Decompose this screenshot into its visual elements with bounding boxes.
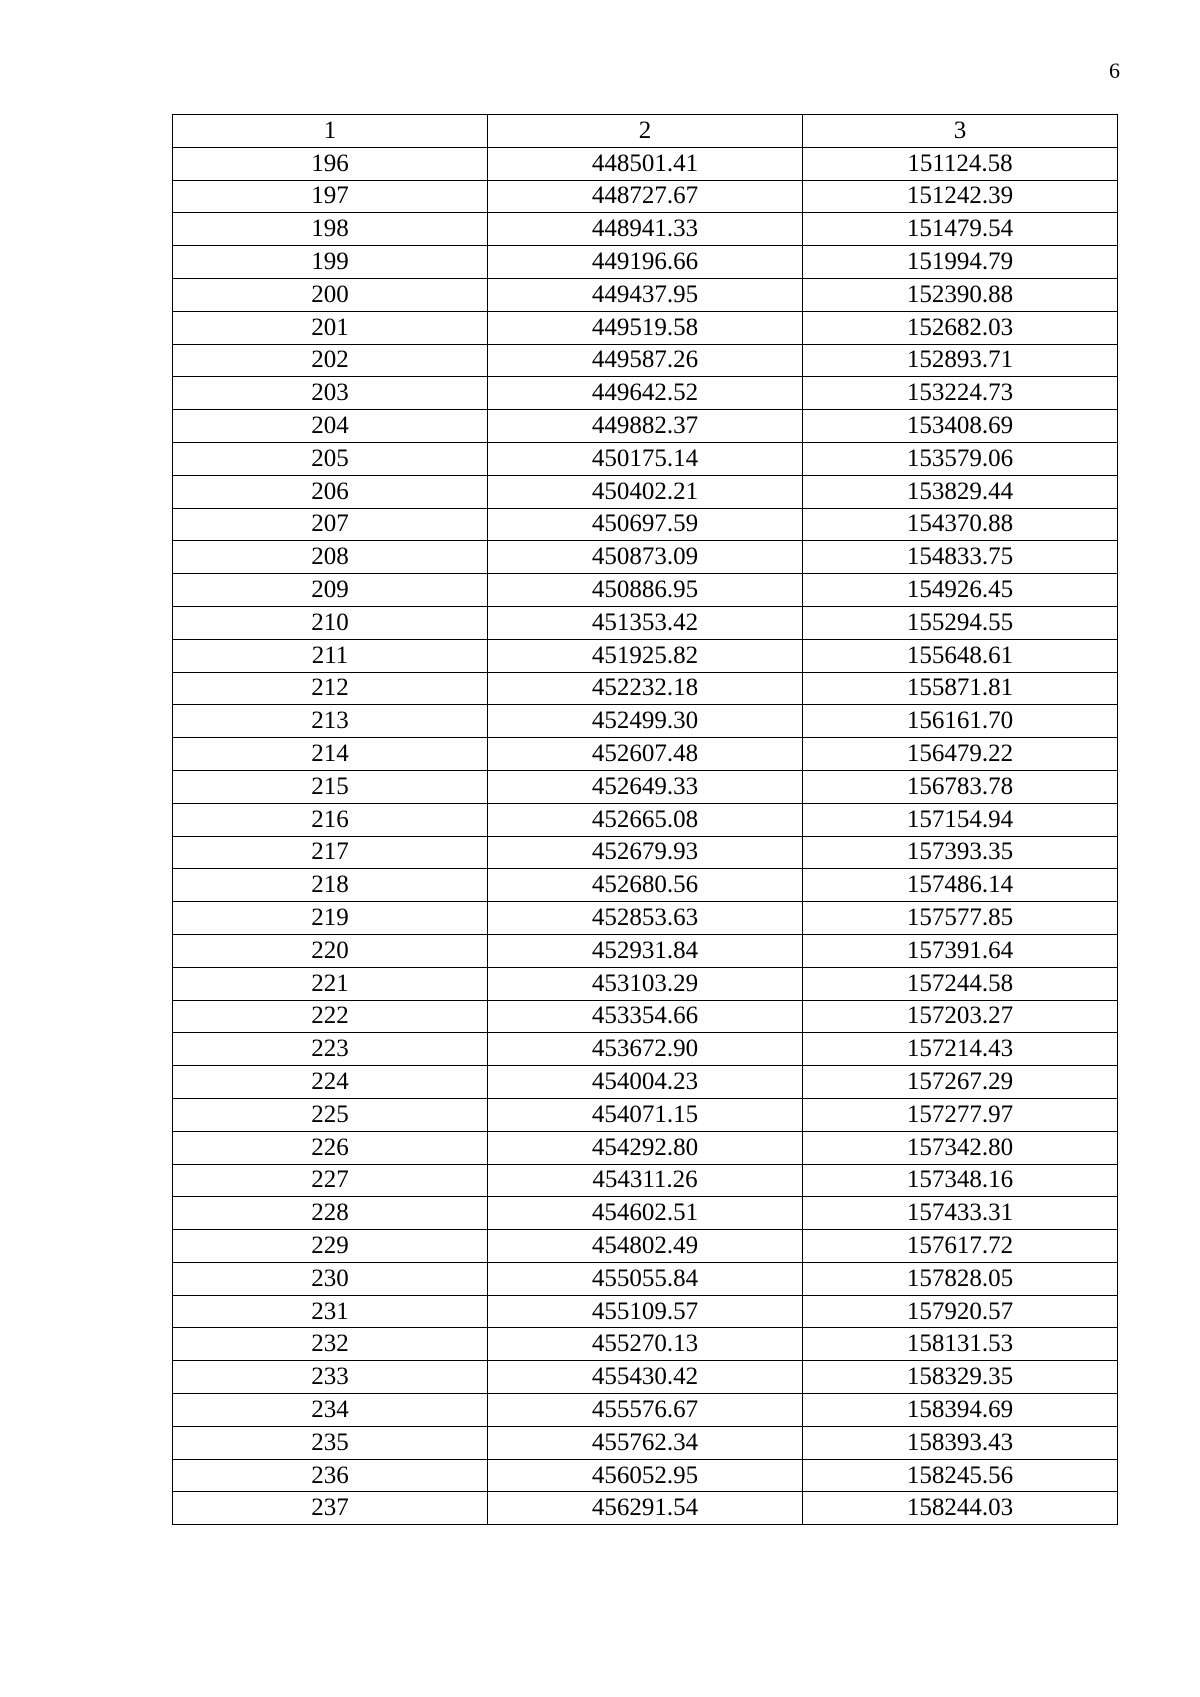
- y-coordinate-cell: 153408.69: [803, 410, 1118, 443]
- y-coordinate-cell: 156783.78: [803, 770, 1118, 803]
- point-number-cell: 210: [173, 606, 488, 639]
- x-coordinate-cell: 454071.15: [488, 1098, 803, 1131]
- point-number-cell: 215: [173, 770, 488, 803]
- point-number-cell: 207: [173, 508, 488, 541]
- point-number-cell: 205: [173, 442, 488, 475]
- table-row: [173, 1492, 1118, 1525]
- x-coordinate-cell: 451353.42: [488, 606, 803, 639]
- column-header: 1: [173, 115, 488, 148]
- column-header: 3: [803, 115, 1118, 148]
- table-row: [173, 1262, 1118, 1295]
- x-coordinate-cell: 452607.48: [488, 738, 803, 771]
- table-row: [173, 180, 1118, 213]
- y-coordinate-cell: 157154.94: [803, 803, 1118, 836]
- y-coordinate-cell: 157342.80: [803, 1131, 1118, 1164]
- y-coordinate-cell: 151479.54: [803, 213, 1118, 246]
- table-row: [173, 344, 1118, 377]
- table-row: [173, 278, 1118, 311]
- point-number-cell: 218: [173, 869, 488, 902]
- x-coordinate-cell: 448727.67: [488, 180, 803, 213]
- y-coordinate-cell: 155294.55: [803, 606, 1118, 639]
- point-number-cell: 212: [173, 672, 488, 705]
- table-row: [173, 1459, 1118, 1492]
- point-number-cell: 198: [173, 213, 488, 246]
- y-coordinate-cell: 151124.58: [803, 147, 1118, 180]
- x-coordinate-cell: 452499.30: [488, 705, 803, 738]
- coordinates-table: [172, 114, 1118, 1525]
- x-coordinate-cell: 453672.90: [488, 1033, 803, 1066]
- table-row: [173, 1197, 1118, 1230]
- table-row: [173, 311, 1118, 344]
- table-row: [173, 1230, 1118, 1263]
- x-coordinate-cell: 454802.49: [488, 1230, 803, 1263]
- table-row: [173, 606, 1118, 639]
- x-coordinate-cell: 455576.67: [488, 1394, 803, 1427]
- table-header-row: [173, 115, 1118, 148]
- table-row: [173, 1164, 1118, 1197]
- x-coordinate-cell: 455430.42: [488, 1361, 803, 1394]
- y-coordinate-cell: 153579.06: [803, 442, 1118, 475]
- table-row: [173, 541, 1118, 574]
- table-row: [173, 705, 1118, 738]
- y-coordinate-cell: 152893.71: [803, 344, 1118, 377]
- x-coordinate-cell: 449437.95: [488, 278, 803, 311]
- y-coordinate-cell: 157267.29: [803, 1066, 1118, 1099]
- table-row: [173, 738, 1118, 771]
- point-number-cell: 221: [173, 967, 488, 1000]
- point-number-cell: 217: [173, 836, 488, 869]
- table-row: [173, 1426, 1118, 1459]
- point-number-cell: 219: [173, 902, 488, 935]
- point-number-cell: 224: [173, 1066, 488, 1099]
- table-row: [173, 1098, 1118, 1131]
- x-coordinate-cell: 455270.13: [488, 1328, 803, 1361]
- y-coordinate-cell: 155871.81: [803, 672, 1118, 705]
- table-row: [173, 639, 1118, 672]
- table-row: [173, 1131, 1118, 1164]
- point-number-cell: 236: [173, 1459, 488, 1492]
- x-coordinate-cell: 448941.33: [488, 213, 803, 246]
- table-row: [173, 377, 1118, 410]
- point-number-cell: 197: [173, 180, 488, 213]
- point-number-cell: 204: [173, 410, 488, 443]
- point-number-cell: 206: [173, 475, 488, 508]
- table-row: [173, 1295, 1118, 1328]
- point-number-cell: 222: [173, 1000, 488, 1033]
- point-number-cell: 227: [173, 1164, 488, 1197]
- table-row: [173, 1361, 1118, 1394]
- table-row: [173, 902, 1118, 935]
- y-coordinate-cell: 157920.57: [803, 1295, 1118, 1328]
- y-coordinate-cell: 157617.72: [803, 1230, 1118, 1263]
- y-coordinate-cell: 156479.22: [803, 738, 1118, 771]
- column-header: 2: [488, 115, 803, 148]
- table-row: [173, 836, 1118, 869]
- x-coordinate-cell: 448501.41: [488, 147, 803, 180]
- y-coordinate-cell: 155648.61: [803, 639, 1118, 672]
- x-coordinate-cell: 452232.18: [488, 672, 803, 705]
- x-coordinate-cell: 455109.57: [488, 1295, 803, 1328]
- x-coordinate-cell: 453354.66: [488, 1000, 803, 1033]
- y-coordinate-cell: 158244.03: [803, 1492, 1118, 1525]
- y-coordinate-cell: 153224.73: [803, 377, 1118, 410]
- table-row: [173, 574, 1118, 607]
- table-row: [173, 1000, 1118, 1033]
- y-coordinate-cell: 158245.56: [803, 1459, 1118, 1492]
- table-body: [173, 147, 1118, 1524]
- x-coordinate-cell: 452680.56: [488, 869, 803, 902]
- y-coordinate-cell: 157277.97: [803, 1098, 1118, 1131]
- y-coordinate-cell: 156161.70: [803, 705, 1118, 738]
- y-coordinate-cell: 153829.44: [803, 475, 1118, 508]
- y-coordinate-cell: 157203.27: [803, 1000, 1118, 1033]
- table-row: [173, 475, 1118, 508]
- point-number-cell: 201: [173, 311, 488, 344]
- y-coordinate-cell: 151242.39: [803, 180, 1118, 213]
- point-number-cell: 213: [173, 705, 488, 738]
- y-coordinate-cell: 157214.43: [803, 1033, 1118, 1066]
- point-number-cell: 200: [173, 278, 488, 311]
- y-coordinate-cell: 157393.35: [803, 836, 1118, 869]
- x-coordinate-cell: 455055.84: [488, 1262, 803, 1295]
- table-row: [173, 967, 1118, 1000]
- point-number-cell: 233: [173, 1361, 488, 1394]
- point-number-cell: 202: [173, 344, 488, 377]
- x-coordinate-cell: 454602.51: [488, 1197, 803, 1230]
- point-number-cell: 216: [173, 803, 488, 836]
- table-row: [173, 1328, 1118, 1361]
- x-coordinate-cell: 452931.84: [488, 934, 803, 967]
- x-coordinate-cell: 450873.09: [488, 541, 803, 574]
- y-coordinate-cell: 158393.43: [803, 1426, 1118, 1459]
- x-coordinate-cell: 449519.58: [488, 311, 803, 344]
- x-coordinate-cell: 454311.26: [488, 1164, 803, 1197]
- x-coordinate-cell: 452649.33: [488, 770, 803, 803]
- y-coordinate-cell: 158131.53: [803, 1328, 1118, 1361]
- x-coordinate-cell: 456052.95: [488, 1459, 803, 1492]
- table-row: [173, 1394, 1118, 1427]
- point-number-cell: 225: [173, 1098, 488, 1131]
- y-coordinate-cell: 158329.35: [803, 1361, 1118, 1394]
- table-row: [173, 934, 1118, 967]
- y-coordinate-cell: 157244.58: [803, 967, 1118, 1000]
- point-number-cell: 226: [173, 1131, 488, 1164]
- y-coordinate-cell: 157828.05: [803, 1262, 1118, 1295]
- x-coordinate-cell: 455762.34: [488, 1426, 803, 1459]
- point-number-cell: 211: [173, 639, 488, 672]
- x-coordinate-cell: 454004.23: [488, 1066, 803, 1099]
- point-number-cell: 199: [173, 246, 488, 279]
- point-number-cell: 208: [173, 541, 488, 574]
- point-number-cell: 220: [173, 934, 488, 967]
- x-coordinate-cell: 450886.95: [488, 574, 803, 607]
- point-number-cell: 235: [173, 1426, 488, 1459]
- y-coordinate-cell: 157486.14: [803, 869, 1118, 902]
- table-row: [173, 246, 1118, 279]
- point-number-cell: 237: [173, 1492, 488, 1525]
- point-number-cell: 203: [173, 377, 488, 410]
- x-coordinate-cell: 450402.21: [488, 475, 803, 508]
- y-coordinate-cell: 154926.45: [803, 574, 1118, 607]
- y-coordinate-cell: 154833.75: [803, 541, 1118, 574]
- x-coordinate-cell: 454292.80: [488, 1131, 803, 1164]
- table-row: [173, 770, 1118, 803]
- table-row: [173, 672, 1118, 705]
- point-number-cell: 223: [173, 1033, 488, 1066]
- y-coordinate-cell: 157348.16: [803, 1164, 1118, 1197]
- point-number-cell: 229: [173, 1230, 488, 1263]
- table-row: [173, 803, 1118, 836]
- table-row: [173, 1033, 1118, 1066]
- y-coordinate-cell: 154370.88: [803, 508, 1118, 541]
- point-number-cell: 214: [173, 738, 488, 771]
- point-number-cell: 231: [173, 1295, 488, 1328]
- point-number-cell: 232: [173, 1328, 488, 1361]
- table-row: [173, 410, 1118, 443]
- x-coordinate-cell: 449642.52: [488, 377, 803, 410]
- x-coordinate-cell: 450697.59: [488, 508, 803, 541]
- point-number-cell: 234: [173, 1394, 488, 1427]
- y-coordinate-cell: 158394.69: [803, 1394, 1118, 1427]
- x-coordinate-cell: 449587.26: [488, 344, 803, 377]
- table-row: [173, 147, 1118, 180]
- table-row: [173, 1066, 1118, 1099]
- y-coordinate-cell: 157433.31: [803, 1197, 1118, 1230]
- x-coordinate-cell: 449882.37: [488, 410, 803, 443]
- x-coordinate-cell: 456291.54: [488, 1492, 803, 1525]
- x-coordinate-cell: 449196.66: [488, 246, 803, 279]
- y-coordinate-cell: 152682.03: [803, 311, 1118, 344]
- x-coordinate-cell: 450175.14: [488, 442, 803, 475]
- point-number-cell: 230: [173, 1262, 488, 1295]
- table-row: [173, 869, 1118, 902]
- y-coordinate-cell: 152390.88: [803, 278, 1118, 311]
- table-row: [173, 442, 1118, 475]
- point-number-cell: 196: [173, 147, 488, 180]
- x-coordinate-cell: 452853.63: [488, 902, 803, 935]
- page-number: 6: [1109, 58, 1120, 83]
- x-coordinate-cell: 452665.08: [488, 803, 803, 836]
- point-number-cell: 209: [173, 574, 488, 607]
- table-row: [173, 213, 1118, 246]
- x-coordinate-cell: 451925.82: [488, 639, 803, 672]
- table-row: [173, 508, 1118, 541]
- point-number-cell: 228: [173, 1197, 488, 1230]
- x-coordinate-cell: 452679.93: [488, 836, 803, 869]
- y-coordinate-cell: 151994.79: [803, 246, 1118, 279]
- x-coordinate-cell: 453103.29: [488, 967, 803, 1000]
- y-coordinate-cell: 157391.64: [803, 934, 1118, 967]
- y-coordinate-cell: 157577.85: [803, 902, 1118, 935]
